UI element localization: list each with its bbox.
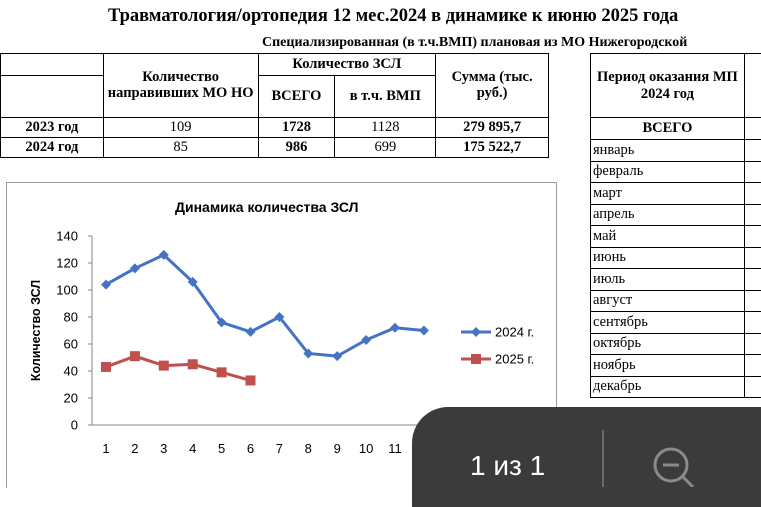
row-year: 2023 год	[1, 118, 104, 138]
y-tick-label: 80	[64, 310, 78, 325]
month-label: апрель	[591, 204, 745, 226]
row-year: 2024 год	[1, 138, 104, 158]
legend-label: 2025 г.	[495, 352, 534, 367]
y-tick-label: 100	[56, 283, 78, 298]
month-label: сентябрь	[591, 312, 745, 334]
month-label: июль	[591, 269, 745, 291]
x-tick-label: 8	[305, 441, 312, 456]
x-tick-label: 3	[160, 441, 167, 456]
header-zsl-vmp: в т.ч. ВМП	[335, 76, 436, 118]
month-label: август	[591, 290, 745, 312]
header-sum: Сумма (тыс. руб.)	[436, 54, 549, 118]
month-label: март	[591, 183, 745, 205]
chart-title: Динамика количества ЗСЛ	[175, 199, 358, 215]
y-axis-label: Количество ЗСЛ	[29, 280, 43, 381]
document-subtitle: Специализированная (в т.ч.ВМП) плановая из МО Нижегородской	[262, 35, 687, 51]
zoom-out-icon[interactable]	[651, 445, 695, 487]
data-point	[246, 375, 256, 385]
y-tick-label: 0	[71, 418, 78, 433]
x-tick-label: 11	[388, 441, 402, 456]
data-point	[101, 362, 111, 372]
period-header: Период оказания МП 2024 год	[591, 54, 745, 118]
header-zsl-group: Количество ЗСЛ	[258, 54, 436, 76]
document-title: Травматология/ортопедия 12 мес.2024 в динамике к июню 2025 года	[108, 6, 678, 27]
cell-referring: 85	[103, 138, 258, 158]
cell-sum: 175 522,7	[436, 138, 549, 158]
month-label: июнь	[591, 247, 745, 269]
data-point	[390, 323, 400, 333]
x-tick-label: 6	[247, 441, 254, 456]
y-tick-label: 20	[64, 391, 78, 406]
viewer-toolbar	[412, 407, 761, 507]
month-label: январь	[591, 140, 745, 162]
x-tick-label: 7	[276, 441, 283, 456]
x-tick-label: 4	[189, 441, 196, 456]
legend-label: 2024 г.	[495, 325, 534, 340]
x-tick-label: 2	[131, 441, 138, 456]
y-tick-label: 120	[56, 256, 78, 271]
cell-vmp: 699	[335, 138, 436, 158]
cell-sum: 279 895,7	[436, 118, 549, 138]
x-tick-label: 5	[218, 441, 225, 456]
x-tick-label: 9	[334, 441, 341, 456]
data-point	[130, 351, 140, 361]
month-label: октябрь	[591, 333, 745, 355]
header-zsl-total: ВСЕГО	[258, 76, 335, 118]
series-line	[106, 356, 251, 380]
legend-marker	[471, 327, 481, 337]
y-tick-label: 60	[64, 337, 78, 352]
y-tick-label: 40	[64, 364, 78, 379]
legend-marker	[471, 354, 481, 364]
month-label: май	[591, 226, 745, 248]
cell-total: 986	[258, 138, 335, 158]
x-tick-label: 1	[102, 441, 109, 456]
y-tick-label: 140	[56, 229, 78, 244]
data-point	[188, 359, 198, 369]
data-point	[217, 367, 227, 377]
x-tick-label: 10	[359, 441, 373, 456]
toolbar-divider	[602, 430, 604, 487]
cell-referring: 109	[103, 118, 258, 138]
month-label: декабрь	[591, 376, 745, 398]
data-point	[159, 361, 169, 371]
cell-total: 1728	[258, 118, 335, 138]
page-indicator: 1 из 1	[470, 450, 545, 482]
month-label: ноябрь	[591, 355, 745, 377]
month-label: февраль	[591, 161, 745, 183]
cell-vmp: 1128	[335, 118, 436, 138]
data-point	[419, 326, 429, 336]
header-referring: Количество направивших МО НО	[103, 54, 258, 118]
series-line	[106, 255, 424, 356]
period-total-label: ВСЕГО	[591, 118, 745, 140]
data-point	[246, 327, 256, 337]
